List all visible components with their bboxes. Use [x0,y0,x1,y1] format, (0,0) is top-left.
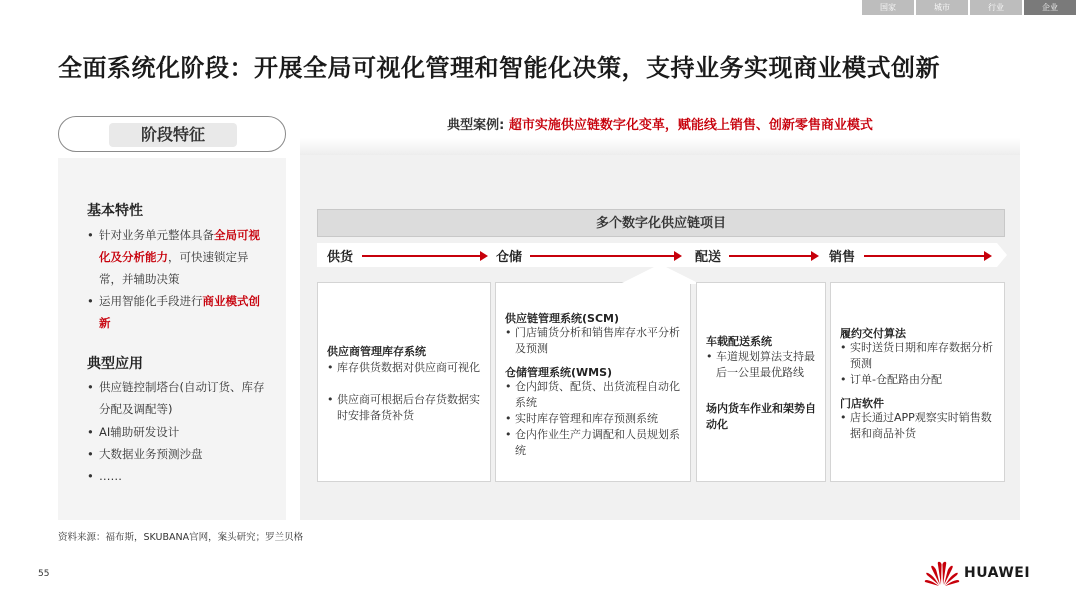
app-item-1 [87,376,267,420]
sales-card-item-text: 订单-仓配路由分配 [850,373,942,386]
wms-item [505,427,685,459]
stage-supply: 供货 [327,250,354,265]
stage-features-panel [58,158,286,520]
scm-title: 供应链管理系统(SCM) [505,312,619,325]
wms-item-text: 仓内卸货、配货、出货流程自动化系统 [515,380,680,409]
basic-item-1 [87,224,267,290]
basic-item-1-text-b: ，可快速锁定异常，并辅助决策 [99,250,249,286]
app-item-3-text: 大数据业务预测沙盘 [99,447,203,461]
tab-country[interactable]: 国家 [862,0,914,15]
case-text: 超市实施供应链数字化变革，赋能线上销售、创新零售商业模式 [508,118,873,133]
stage-delivery: 配送 [695,250,722,265]
case-panel-header-shade [300,138,1020,156]
card-supply [317,282,491,482]
bullet-icon: • [327,361,334,374]
wms-title: 仓储管理系统(WMS) [505,366,613,379]
sales-card-item [840,340,1000,372]
card-warehouse [495,282,691,482]
supply-card-title: 供应商管理库存系统 [327,345,426,358]
bullet-icon: • [87,294,94,308]
bullet-icon: • [840,411,847,424]
supply-card-item [327,392,487,424]
bullet-icon: • [87,469,94,483]
bullet-icon: • [706,350,713,363]
wms-item [505,411,685,427]
bullet-icon: • [87,425,94,439]
app-item-3 [87,443,267,465]
stage-warehouse: 仓储 [496,250,523,265]
typical-case-line [300,114,1020,133]
app-item-1-text: 供应链控制塔台(自动订货、库存分配及调配等) [99,380,265,416]
tab-enterprise[interactable]: 企业 [1024,0,1076,15]
app-item-4 [87,465,267,487]
card-pointer-notch [620,264,700,284]
huawei-logo [924,561,1048,587]
bullet-icon: • [87,447,94,461]
bullet-icon: • [87,380,94,394]
bullet-icon: • [840,373,847,386]
huawei-flower-icon [924,561,960,587]
delivery-card-item [706,349,820,381]
supply-card-item [327,360,487,376]
bullet-icon: • [327,393,334,406]
source-note: 资料来源：福布斯，SKUBANA官网，案头研究；罗兰贝格 [58,532,304,543]
app-item-2-text: AI辅助研发设计 [99,425,180,439]
wms-item-text: 实时库存管理和库存预测系统 [515,412,658,425]
card-sales [830,282,1005,482]
red-arrow-icon [362,255,486,257]
bullet-icon: • [87,228,94,242]
basic-item-2 [87,290,267,334]
basic-item-1-text-a: 针对业务单元整体具备 [99,228,214,242]
wms-item-text: 仓内作业生产力调配和人员规划系统 [515,428,680,457]
basic-item-2-text: 运用智能化手段进行 [99,294,203,308]
top-nav-tabs [860,0,1076,15]
app-item-4-text: …… [99,469,122,483]
card-delivery [696,282,826,482]
supply-card-item-text: 供应商可根据后台存货数据实时安排备货补货 [337,393,480,422]
basic-characteristics-heading: 基本特性 [87,203,143,219]
sales-card-item-2-text: 店长通过APP观察实时销售数据和商品补货 [850,411,992,440]
basic-item-2-highlight: 商业模式创新 [99,294,260,330]
stage-features-label: 阶段特征 [109,123,237,147]
stage-features-pill [58,116,286,152]
bullet-icon: • [505,380,512,393]
scm-item [505,325,685,357]
red-arrow-icon [729,255,817,257]
scm-item-text: 门店铺货分析和销售库存水平分析及预测 [515,326,680,355]
bullet-icon: • [505,326,512,339]
typical-applications-heading: 典型应用 [87,356,143,372]
case-label: 典型案例: [447,118,509,133]
supply-card-item-text: 库存供货数据对供应商可视化 [337,361,480,374]
basic-item-1-highlight: 全局可视化及分析能力 [99,228,260,264]
tab-industry[interactable]: 行业 [970,0,1022,15]
sales-card-title-2: 门店软件 [840,397,884,410]
sales-card-item-2 [840,410,1000,442]
page-title: 全面系统化阶段：开展全局可视化管理和智能化决策，支持业务实现商业模式创新 [58,54,940,82]
red-arrow-icon [530,255,680,257]
projects-title-bar: 多个数字化供应链项目 [317,209,1005,237]
wms-item [505,379,685,411]
sales-card-item-text: 实时送货日期和库存数据分析预测 [850,341,993,370]
flow-arrow-tip-icon [997,243,1007,267]
tab-city[interactable]: 城市 [916,0,968,15]
red-arrow-icon [864,255,990,257]
bullet-icon: • [505,412,512,425]
stage-sales: 销售 [829,250,856,265]
bullet-icon: • [505,428,512,441]
delivery-card-item-text: 车道规划算法支持最后一公里最优路线 [716,350,815,379]
huawei-wordmark: HUAWEI [964,565,1031,581]
sales-card-item [840,372,1000,388]
page-number: 55 [38,569,50,579]
bullet-icon: • [840,341,847,354]
sales-card-title: 履约交付算法 [840,327,906,340]
app-item-2 [87,421,267,443]
delivery-card-title-2: 场内货车作业和架势自动化 [706,402,816,431]
delivery-card-title: 车载配送系统 [706,335,772,348]
